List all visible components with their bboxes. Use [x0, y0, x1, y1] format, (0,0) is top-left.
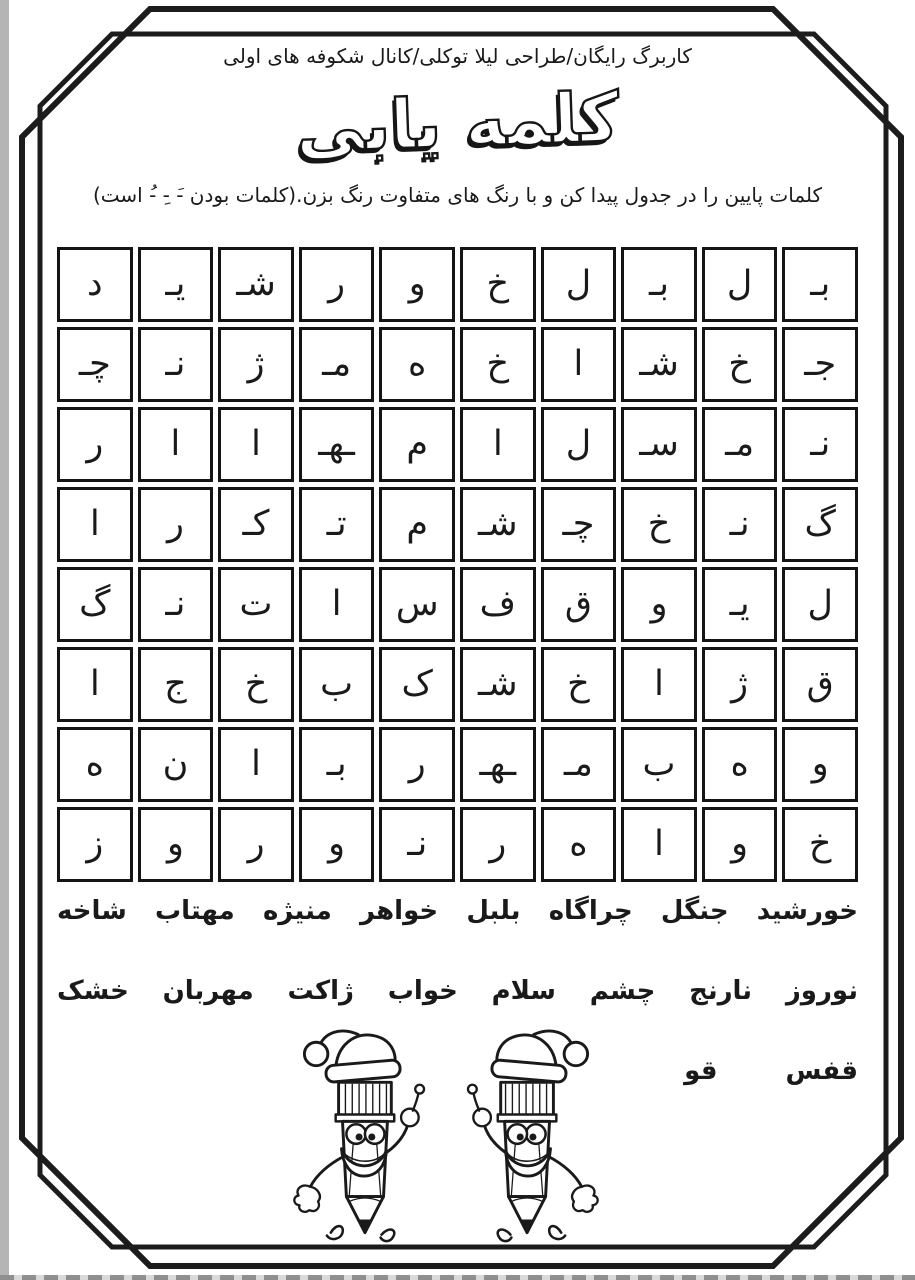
word-bank-word-3-2: قو: [684, 1056, 718, 1086]
grid-cell-r4-c5[interactable]: شـ: [460, 487, 536, 562]
grid-cell-r5-c9[interactable]: نـ: [138, 567, 214, 642]
grid-cell-r5-c10[interactable]: گ: [57, 567, 133, 642]
grid-cell-r1-c10[interactable]: د: [57, 247, 133, 322]
grid-cell-r5-c6[interactable]: س: [379, 567, 455, 642]
word-bank-word-2-2: نارنج: [689, 976, 753, 1006]
word-bank-word-1-3: چراگاه: [548, 896, 633, 926]
grid-cell-r7-c4[interactable]: مـ: [541, 727, 617, 802]
grid-cell-r8-c6[interactable]: نـ: [379, 807, 455, 882]
grid-cell-r2-c7[interactable]: مـ: [299, 327, 375, 402]
grid-cell-r5-c5[interactable]: ف: [460, 567, 536, 642]
word-bank-word-1-5: خواهر: [359, 896, 439, 926]
grid-cell-r5-c2[interactable]: یـ: [702, 567, 778, 642]
grid-cell-r1-c7[interactable]: ر: [299, 247, 375, 322]
grid-cell-r3-c9[interactable]: ا: [138, 407, 214, 482]
word-bank-row-2: [57, 976, 858, 1006]
grid-cell-r6-c4[interactable]: خ: [541, 647, 617, 722]
grid-cell-r7-c10[interactable]: ه: [57, 727, 133, 802]
grid-cell-r2-c3[interactable]: شـ: [621, 327, 697, 402]
grid-cell-r8-c9[interactable]: و: [138, 807, 214, 882]
grid-cell-r2-c2[interactable]: خ: [702, 327, 778, 402]
grid-cell-r7-c9[interactable]: ن: [138, 727, 214, 802]
grid-cell-r4-c9[interactable]: ر: [138, 487, 214, 562]
grid-cell-r1-c3[interactable]: بـ: [621, 247, 697, 322]
word-bank-word-2-7: مهربان: [162, 976, 254, 1006]
pencil-left: [294, 1031, 424, 1241]
grid-cell-r5-c3[interactable]: و: [621, 567, 697, 642]
word-bank-word-3-1: قفس: [785, 1056, 858, 1086]
grid-cell-r4-c3[interactable]: خ: [621, 487, 697, 562]
grid-cell-r8-c5[interactable]: ر: [460, 807, 536, 882]
grid-cell-r5-c4[interactable]: ق: [541, 567, 617, 642]
grid-cell-r6-c6[interactable]: ک: [379, 647, 455, 722]
grid-cell-r6-c3[interactable]: ا: [621, 647, 697, 722]
grid-cell-r5-c8[interactable]: ت: [218, 567, 294, 642]
grid-cell-r7-c7[interactable]: بـ: [299, 727, 375, 802]
grid-cell-r1-c2[interactable]: ل: [702, 247, 778, 322]
grid-cell-r4-c6[interactable]: م: [379, 487, 455, 562]
word-bank-word-2-6: ژاکت: [287, 976, 355, 1006]
grid-cell-r1-c9[interactable]: یـ: [138, 247, 214, 322]
grid-cell-r4-c10[interactable]: ا: [57, 487, 133, 562]
grid-cell-r6-c5[interactable]: شـ: [460, 647, 536, 722]
grid-cell-r8-c8[interactable]: ر: [218, 807, 294, 882]
grid-cell-r1-c1[interactable]: بـ: [782, 247, 858, 322]
grid-cell-r1-c4[interactable]: ل: [541, 247, 617, 322]
grid-cell-r8-c2[interactable]: و: [702, 807, 778, 882]
grid-cell-r8-c7[interactable]: و: [299, 807, 375, 882]
grid-cell-r3-c7[interactable]: ـهـ: [299, 407, 375, 482]
letter-grid: [57, 247, 858, 882]
grid-cell-r3-c2[interactable]: مـ: [702, 407, 778, 482]
grid-cell-r2-c4[interactable]: ا: [541, 327, 617, 402]
grid-cell-r7-c6[interactable]: ر: [379, 727, 455, 802]
grid-cell-r1-c6[interactable]: و: [379, 247, 455, 322]
grid-cell-r2-c1[interactable]: جـ: [782, 327, 858, 402]
grid-cell-r2-c8[interactable]: ژ: [218, 327, 294, 402]
word-bank-word-1-1: خورشید: [756, 896, 858, 926]
scan-edge-left: [0, 0, 9, 1280]
grid-cell-r2-c9[interactable]: نـ: [138, 327, 214, 402]
grid-cell-r5-c1[interactable]: ل: [782, 567, 858, 642]
grid-cell-r7-c3[interactable]: ب: [621, 727, 697, 802]
word-bank-row-1: [57, 896, 858, 926]
grid-cell-r3-c1[interactable]: نـ: [782, 407, 858, 482]
pencil-right: [468, 1031, 598, 1241]
credit-line: کاربرگ رایگان/طراحی لیلا توکلی/کانال شکوفه های اولی: [223, 44, 692, 68]
word-bank-word-2-5: خواب: [387, 976, 458, 1006]
instruction-text: کلمات پایین را در جدول پیدا کن و با رنگ های متفاوت رنگ بزن.(کلمات بودن -َ -ِ -ُ است): [92, 183, 823, 207]
grid-cell-r4-c2[interactable]: نـ: [702, 487, 778, 562]
word-bank-word-1-7: مهتاب: [155, 896, 235, 926]
word-bank-word-1-4: بلبل: [466, 896, 521, 926]
grid-cell-r6-c2[interactable]: ژ: [702, 647, 778, 722]
grid-cell-r1-c8[interactable]: شـ: [218, 247, 294, 322]
grid-cell-r7-c2[interactable]: ه: [702, 727, 778, 802]
word-bank-word-2-8: خشک: [57, 976, 129, 1006]
grid-cell-r6-c8[interactable]: خ: [218, 647, 294, 722]
word-bank-word-1-6: منیژه: [262, 896, 332, 926]
word-bank-word-2-1: نوروز: [785, 976, 858, 1006]
page-title: کلمه یابی: [294, 78, 621, 169]
grid-cell-r6-c7[interactable]: ب: [299, 647, 375, 722]
grid-cell-r6-c1[interactable]: ق: [782, 647, 858, 722]
grid-cell-r1-c5[interactable]: خ: [460, 247, 536, 322]
grid-cell-r7-c5[interactable]: ـهـ: [460, 727, 536, 802]
grid-cell-r6-c9[interactable]: ج: [138, 647, 214, 722]
grid-cell-r4-c7[interactable]: تـ: [299, 487, 375, 562]
grid-cell-r3-c3[interactable]: سـ: [621, 407, 697, 482]
grid-cell-r3-c6[interactable]: م: [379, 407, 455, 482]
word-bank-word-1-2: جنگل: [660, 896, 729, 926]
grid-cell-r2-c5[interactable]: خ: [460, 327, 536, 402]
grid-cell-r2-c6[interactable]: ه: [379, 327, 455, 402]
pencil-characters-illustration: [280, 1022, 612, 1250]
word-bank-word-2-3: چشم: [589, 976, 656, 1006]
grid-cell-r4-c4[interactable]: چـ: [541, 487, 617, 562]
grid-cell-r8-c10[interactable]: ز: [57, 807, 133, 882]
grid-cell-r7-c8[interactable]: ا: [218, 727, 294, 802]
grid-cell-r3-c10[interactable]: ر: [57, 407, 133, 482]
grid-cell-r4-c8[interactable]: کـ: [218, 487, 294, 562]
grid-cell-r3-c4[interactable]: ل: [541, 407, 617, 482]
grid-cell-r5-c7[interactable]: ا: [299, 567, 375, 642]
grid-cell-r2-c10[interactable]: چـ: [57, 327, 133, 402]
grid-cell-r8-c4[interactable]: ه: [541, 807, 617, 882]
grid-cell-r8-c1[interactable]: خ: [782, 807, 858, 882]
word-bank-word-2-4: سلام: [491, 976, 556, 1006]
grid-cell-r3-c5[interactable]: ا: [460, 407, 536, 482]
word-bank-word-1-8: شاخه: [57, 896, 127, 926]
grid-cell-r4-c1[interactable]: گ: [782, 487, 858, 562]
grid-cell-r7-c1[interactable]: و: [782, 727, 858, 802]
grid-cell-r8-c3[interactable]: ا: [621, 807, 697, 882]
grid-cell-r6-c10[interactable]: ا: [57, 647, 133, 722]
grid-cell-r3-c8[interactable]: ا: [218, 407, 294, 482]
scan-edge-bottom: [0, 1275, 915, 1280]
